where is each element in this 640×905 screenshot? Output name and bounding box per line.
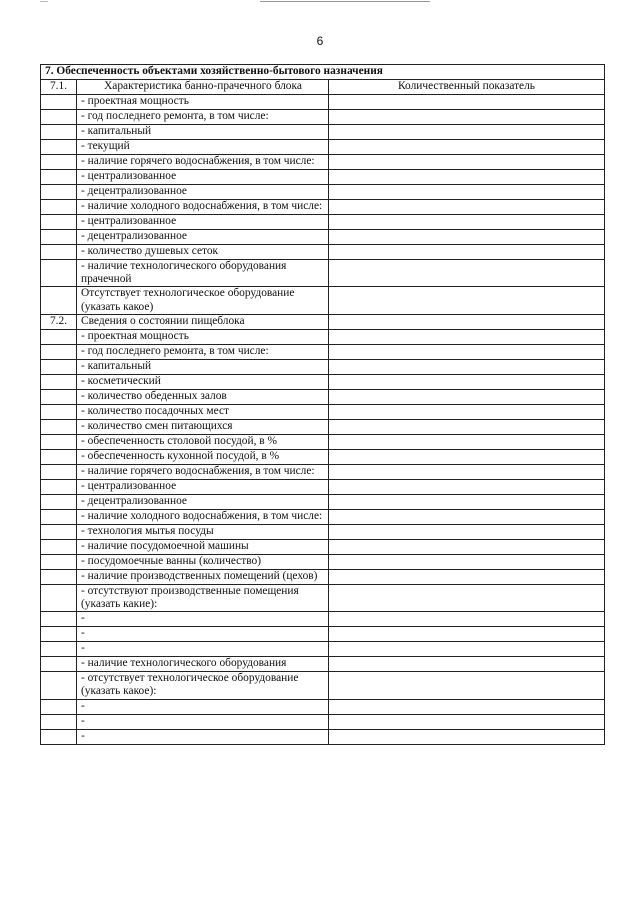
value-cell[interactable]	[329, 569, 605, 584]
row-number	[41, 657, 77, 672]
row-label: - капитальный	[77, 125, 329, 140]
row-number	[41, 140, 77, 155]
table-row	[41, 260, 605, 287]
row-number	[41, 584, 77, 611]
value-cell[interactable]	[329, 344, 605, 359]
row-number	[41, 479, 77, 494]
value-cell[interactable]	[329, 389, 605, 404]
scan-mark	[260, 1, 430, 2]
value-cell[interactable]	[329, 584, 605, 611]
row-label: - проектная мощность	[77, 95, 329, 110]
row-number	[41, 642, 77, 657]
value-cell[interactable]	[329, 110, 605, 125]
value-cell[interactable]	[329, 539, 605, 554]
table-row	[41, 569, 605, 584]
row-number	[41, 464, 77, 479]
value-column-header: Количественный показатель	[329, 80, 605, 95]
row-number	[41, 569, 77, 584]
row-number	[41, 449, 77, 464]
table-row	[41, 539, 605, 554]
value-cell[interactable]	[329, 642, 605, 657]
row-label: - децентрализованное	[77, 230, 329, 245]
row-label: - капитальный	[77, 359, 329, 374]
row-label: - проектная мощность	[77, 329, 329, 344]
table-row	[41, 672, 605, 699]
form-table-body	[41, 65, 605, 745]
row-label: - наличие технологического оборудования	[77, 657, 329, 672]
row-label: -	[77, 714, 329, 729]
table-row	[41, 200, 605, 215]
row-label: Характеристика банно-прачечного блока	[77, 80, 329, 95]
row-label: - наличие посудомоечной машины	[77, 539, 329, 554]
row-number	[41, 419, 77, 434]
form-table	[40, 64, 605, 745]
row-number	[41, 612, 77, 627]
table-row	[41, 314, 605, 329]
value-cell[interactable]	[329, 95, 605, 110]
row-number	[41, 494, 77, 509]
value-cell[interactable]	[329, 657, 605, 672]
scan-mark	[40, 1, 48, 2]
table-row	[41, 389, 605, 404]
table-row	[41, 404, 605, 419]
table-row	[41, 230, 605, 245]
value-cell[interactable]	[329, 125, 605, 140]
section-row	[41, 65, 605, 80]
page-number: 6	[316, 34, 324, 48]
row-label: - наличие горячего водоснабжения, в том числе:	[77, 464, 329, 479]
row-number	[41, 344, 77, 359]
row-label: -	[77, 642, 329, 657]
row-number	[41, 95, 77, 110]
table-row	[41, 627, 605, 642]
row-number	[41, 699, 77, 714]
table-row	[41, 170, 605, 185]
row-label: - наличие производственных помещений (цехов)	[77, 569, 329, 584]
row-label: -	[77, 612, 329, 627]
row-number	[41, 509, 77, 524]
value-cell[interactable]	[329, 374, 605, 389]
table-header-row	[41, 80, 605, 95]
row-number	[41, 524, 77, 539]
value-cell[interactable]	[329, 155, 605, 170]
value-cell[interactable]	[329, 170, 605, 185]
row-number	[41, 215, 77, 230]
row-number	[41, 230, 77, 245]
row-label: - наличие холодного водоснабжения, в том числе:	[77, 200, 329, 215]
table-row	[41, 245, 605, 260]
table-row	[41, 434, 605, 449]
table-row	[41, 287, 605, 314]
value-cell[interactable]	[329, 245, 605, 260]
table-row	[41, 140, 605, 155]
row-number	[41, 404, 77, 419]
row-label: - количество обеденных залов	[77, 389, 329, 404]
row-number	[41, 185, 77, 200]
value-cell[interactable]	[329, 260, 605, 287]
row-number	[41, 627, 77, 642]
row-number	[41, 110, 77, 125]
table-row	[41, 185, 605, 200]
row-number	[41, 359, 77, 374]
table-row	[41, 125, 605, 140]
value-cell[interactable]	[329, 464, 605, 479]
row-number	[41, 245, 77, 260]
table-row	[41, 329, 605, 344]
row-label: - централизованное	[77, 479, 329, 494]
row-label: - централизованное	[77, 170, 329, 185]
row-label: - наличие технологического оборудования прачечной	[77, 260, 329, 287]
table-row	[41, 155, 605, 170]
value-cell[interactable]	[329, 200, 605, 215]
table-row	[41, 714, 605, 729]
value-cell[interactable]	[329, 612, 605, 627]
value-cell[interactable]	[329, 494, 605, 509]
scan-edge-marks	[40, 0, 600, 4]
value-cell[interactable]	[329, 140, 605, 155]
row-number	[41, 714, 77, 729]
row-number: 7.1.	[41, 80, 77, 95]
row-number	[41, 200, 77, 215]
row-label: - косметический	[77, 374, 329, 389]
row-number	[41, 170, 77, 185]
row-label: - централизованное	[77, 215, 329, 230]
value-cell[interactable]	[329, 509, 605, 524]
row-number	[41, 374, 77, 389]
row-label: -	[77, 627, 329, 642]
row-label: - текущий	[77, 140, 329, 155]
value-cell[interactable]	[329, 729, 605, 744]
value-cell[interactable]	[329, 329, 605, 344]
table-row	[41, 729, 605, 744]
value-cell[interactable]	[329, 524, 605, 539]
table-row	[41, 699, 605, 714]
value-cell[interactable]	[329, 287, 605, 314]
value-cell[interactable]	[329, 314, 605, 329]
value-cell[interactable]	[329, 404, 605, 419]
table-row	[41, 374, 605, 389]
row-label: - технология мытья посуды	[77, 524, 329, 539]
section-title: 7. Обеспеченность объектами хозяйственно-бытового назначения	[41, 65, 605, 80]
value-cell[interactable]	[329, 215, 605, 230]
row-label: Сведения о состоянии пищеблока	[77, 314, 329, 329]
table-row	[41, 584, 605, 611]
row-label: - количество смен питающихся	[77, 419, 329, 434]
row-number	[41, 539, 77, 554]
row-number	[41, 434, 77, 449]
row-label: - количество душевых сеток	[77, 245, 329, 260]
row-number	[41, 155, 77, 170]
row-label: - отсутствуют производственные помещения (указать какие):	[77, 584, 329, 611]
value-cell[interactable]	[329, 479, 605, 494]
row-label: - обеспеченность столовой посудой, в %	[77, 434, 329, 449]
table-row	[41, 344, 605, 359]
table-row	[41, 642, 605, 657]
row-number	[41, 729, 77, 744]
row-label: - наличие горячего водоснабжения, в том числе:	[77, 155, 329, 170]
table-row	[41, 464, 605, 479]
value-cell[interactable]	[329, 699, 605, 714]
row-label: - наличие холодного водоснабжения, в том числе:	[77, 509, 329, 524]
table-row	[41, 524, 605, 539]
table-row	[41, 479, 605, 494]
row-number: 7.2.	[41, 314, 77, 329]
value-cell[interactable]	[329, 672, 605, 699]
value-cell[interactable]	[329, 434, 605, 449]
row-label: Отсутствует технологическое оборудование (указать какое)	[77, 287, 329, 314]
row-number	[41, 389, 77, 404]
value-cell[interactable]	[329, 714, 605, 729]
row-label: - децентрализованное	[77, 494, 329, 509]
value-cell[interactable]	[329, 554, 605, 569]
row-label: - посудомоечные ванны (количество)	[77, 554, 329, 569]
table-row	[41, 509, 605, 524]
row-number	[41, 287, 77, 314]
value-cell[interactable]	[329, 359, 605, 374]
table-row	[41, 359, 605, 374]
row-label: -	[77, 699, 329, 714]
value-cell[interactable]	[329, 185, 605, 200]
row-label: - обеспеченность кухонной посудой, в %	[77, 449, 329, 464]
row-label: - год последнего ремонта, в том числе:	[77, 344, 329, 359]
value-cell[interactable]	[329, 627, 605, 642]
value-cell[interactable]	[329, 449, 605, 464]
table-row	[41, 215, 605, 230]
row-label: - отсутствует технологическое оборудование (указать какое):	[77, 672, 329, 699]
table-row	[41, 449, 605, 464]
table-row	[41, 494, 605, 509]
table-row	[41, 110, 605, 125]
value-cell[interactable]	[329, 419, 605, 434]
row-number	[41, 672, 77, 699]
row-label: - децентрализованное	[77, 185, 329, 200]
row-number	[41, 125, 77, 140]
table-row	[41, 554, 605, 569]
row-label: -	[77, 729, 329, 744]
row-label: - год последнего ремонта, в том числе:	[77, 110, 329, 125]
row-number	[41, 329, 77, 344]
row-label: - количество посадочных мест	[77, 404, 329, 419]
table-row	[41, 95, 605, 110]
table-row	[41, 657, 605, 672]
row-number	[41, 554, 77, 569]
value-cell[interactable]	[329, 230, 605, 245]
table-row	[41, 612, 605, 627]
row-number	[41, 260, 77, 287]
table-row	[41, 419, 605, 434]
